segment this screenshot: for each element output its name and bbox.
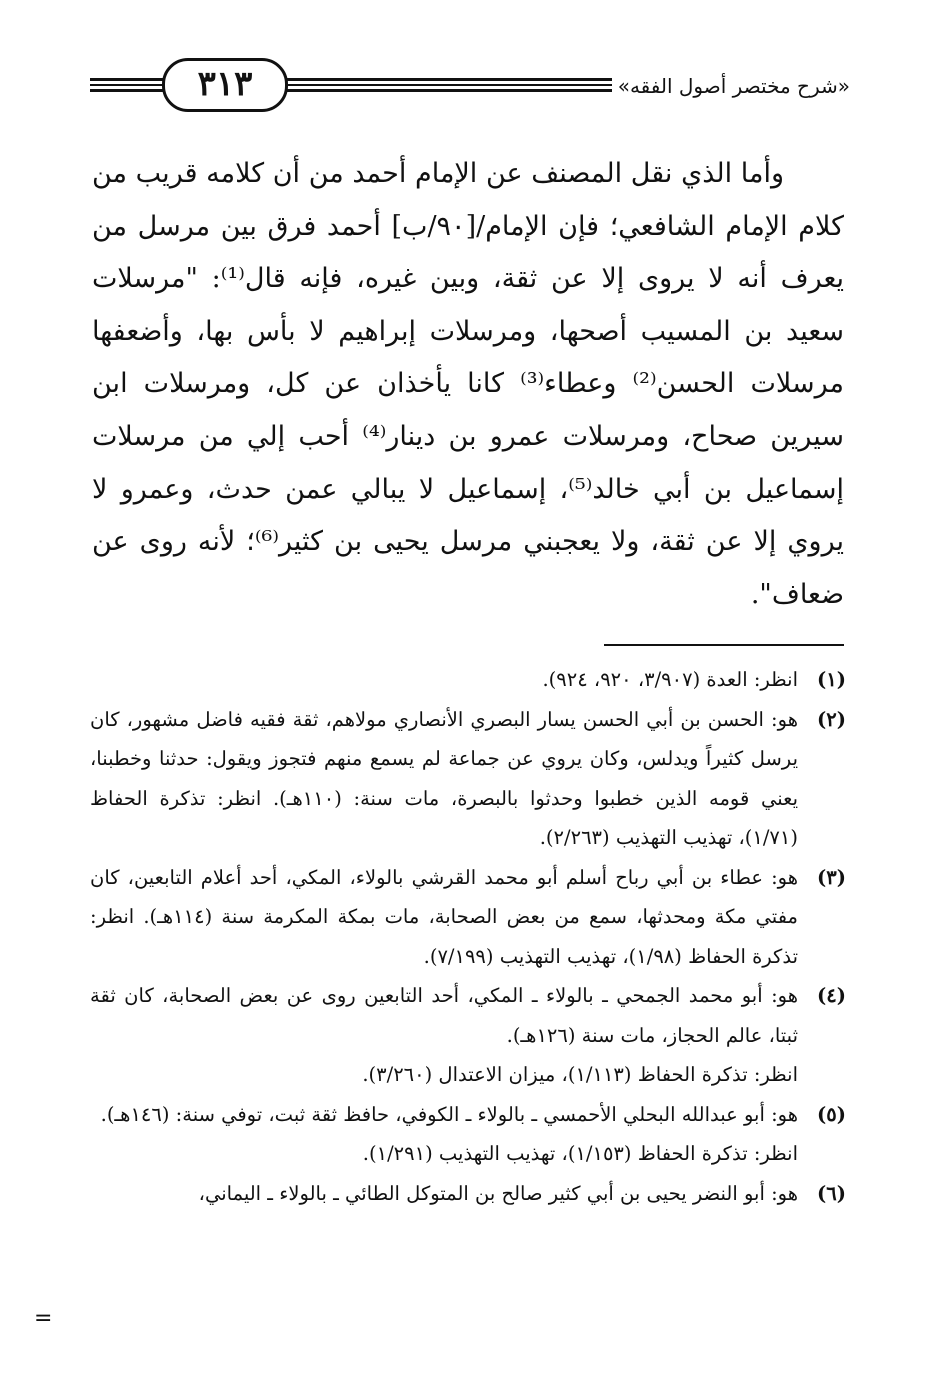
- footnote: [90, 660, 846, 700]
- footnote: [90, 976, 846, 1095]
- footnote-reference: انظر: تذكرة الحفاظ (١/١١٣)، ميزان الاعتدال (٣/٢٦٠).: [362, 1063, 798, 1086]
- main-paragraph: وأما الذي نقل المصنف عن الإمام أحمد من أن كلامه قريب من كلام الإمام الشافعي؛ فإن الإمام/[٩٠/ب] أحمد فرق بين مرسل من يعرف أنه لا يروى إلا عن ثقة، وبين غيره، فإنه قال⁽¹⁾: "مرسلات سعيد بن المسيب أصحها، ومرسلات إبراهيم لا بأس بها، وأضعفها مرسلات الحسن⁽²⁾ وعطاء⁽³⁾ كانا يأخذان عن كل، ومرسلات ابن سيرين صحاح، ومرسلات عمرو بن دينار⁽⁴⁾ أحب إلي من مرسلات إسماعيل بن أبي خالد⁽⁵⁾، إسماعيل لا يبالي عمن حدث، وعمرو لا يروي إلا عن ثقة، ولا يعجبني مرسل يحيى بن كثير⁽⁶⁾؛ لأنه روى عن ضعاف".: [92, 158, 845, 610]
- page-number: ٣١٣: [162, 58, 288, 112]
- footnote: [90, 700, 846, 858]
- footnote-text: هو: أبو النضر يحيى بن أبي كثير صالح بن المتوكل الطائي ـ بالولاء ـ اليماني،: [198, 1181, 798, 1205]
- page-header: [90, 50, 850, 120]
- footnote-text: [90, 976, 798, 1095]
- footnote-number: (٣): [817, 865, 846, 889]
- footnotes: [90, 660, 846, 1213]
- footnote-number: (١): [817, 668, 846, 691]
- footnote-separator: [604, 644, 844, 646]
- footnote-number: (٥): [817, 1102, 846, 1126]
- footnote-reference: انظر: تذكرة الحفاظ (١/١٥٣)، تهذيب التهذيب (١/٢٩١).: [362, 1142, 798, 1165]
- footnote-text: هو: الحسن بن أبي الحسن يسار البصري الأنصاري مولاهم، ثقة فقيه فاضل مشهور، كان يرسل كثيراً ويدلس، وكان يروي عن جماعة لم يسمع منهم فتجوز ويقول: حدثنا وخطبنا، يعني قومه الذين خطبوا وحدثوا بالبصرة، مات سنة: (١١٠هـ). انظر: تذكرة الحفاظ (١/٧١)، تهذيب التهذيب (٢/٢٦٣).: [90, 707, 798, 849]
- footnote-text: انظر: العدة (٣/٩٠٧، ٩٢٠، ٩٢٤).: [542, 668, 798, 691]
- main-text: [92, 148, 844, 621]
- footnote: [90, 858, 846, 977]
- running-title: «شرح مختصر أصول الفقه»: [612, 72, 850, 100]
- footnote-number: (٤): [817, 984, 846, 1007]
- footnote: [90, 1174, 846, 1214]
- footnote-text: [90, 1095, 798, 1174]
- continuation-mark: =: [34, 1306, 53, 1331]
- footnote: [90, 1095, 846, 1174]
- footnote-body: هو: أبو عبدالله البحلي الأحمسي ـ بالولاء ـ الكوفي، حافظ ثقة ثبت، توفي سنة: (١٤٦هـ).: [100, 1102, 798, 1126]
- footnote-number: (٦): [817, 1181, 846, 1205]
- footnote-text: هو: عطاء بن أبي رباح أسلم أبو محمد القرشي بالولاء، المكي، أحد أعلام التابعين، كان مفتي مكة ومحدثها، سمع من بعض الصحابة، مات بمكة المكرمة سنة (١١٤هـ). انظر: تذكرة الحفاظ (١/٩٨)، تهذيب التهذيب (٧/١٩٩).: [90, 865, 799, 968]
- footnote-number: (٢): [817, 707, 846, 731]
- footnote-body: هو: أبو محمد الجمحي ـ بالولاء ـ المكي، أحد التابعين روى عن بعض الصحابة، كان ثقة ثبتا، عالم الحجاز، مات سنة (١٢٦هـ).: [90, 984, 798, 1047]
